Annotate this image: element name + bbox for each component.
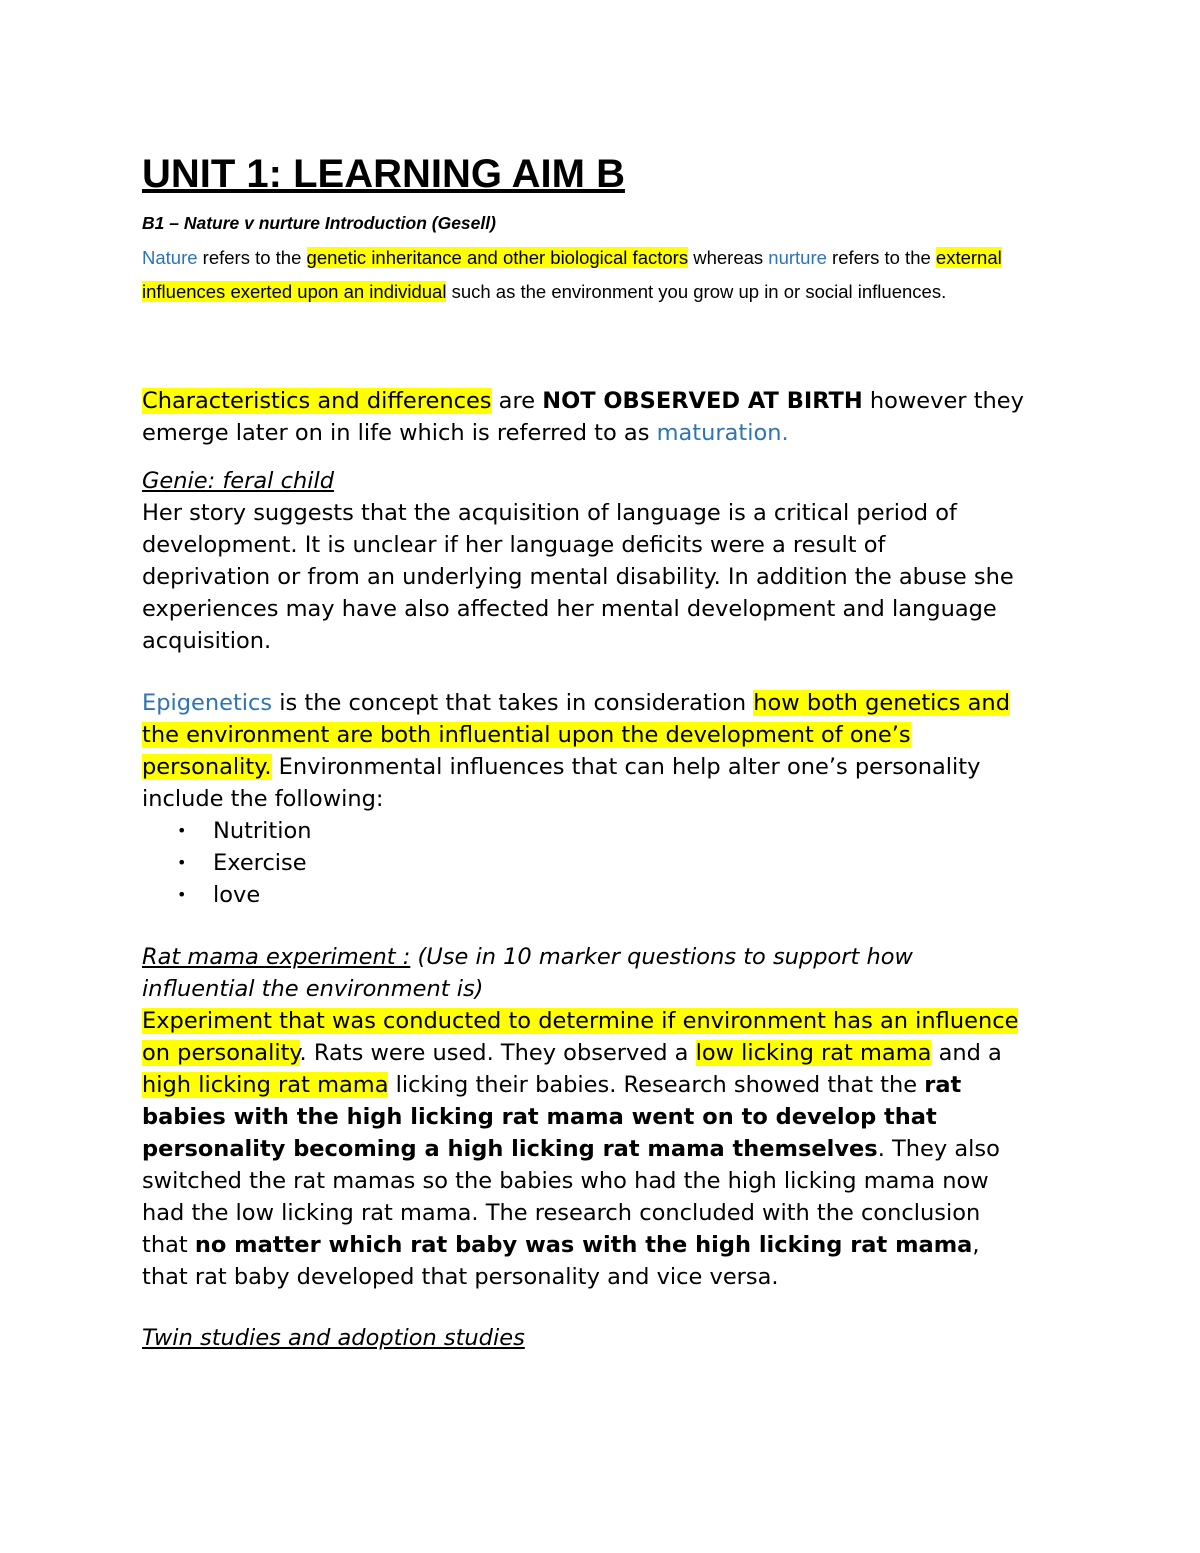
highlight-epigenetics: the environment are both influential upon the development of one’s bbox=[142, 722, 911, 748]
list-item-label: love bbox=[213, 882, 261, 908]
body-text: switched the rat mamas so the babies who had the high licking mama now bbox=[142, 1168, 989, 1194]
genie-line: Her story suggests that the acquisition of language is a critical period of bbox=[142, 500, 957, 526]
intro-text: refers to the bbox=[826, 247, 936, 268]
highlight-epigenetics: personality. bbox=[142, 754, 272, 780]
rat-section bbox=[142, 941, 1077, 1293]
epigenetics-section bbox=[142, 687, 1077, 911]
body-text: , bbox=[972, 1232, 980, 1258]
bold-text: rat bbox=[924, 1072, 962, 1098]
bullet-icon: • bbox=[177, 853, 187, 872]
twin-section bbox=[142, 1322, 1077, 1354]
bold-text: babies with the high licking rat mama went on to develop that bbox=[142, 1104, 937, 1130]
keyword-nurture: nurture bbox=[768, 247, 827, 268]
genie-heading: Genie: feral child bbox=[142, 468, 334, 494]
highlight-high-licking: high licking rat mama bbox=[142, 1072, 389, 1098]
bold-text: personality becoming a high licking rat mama themselves bbox=[142, 1136, 878, 1162]
genie-line: deprivation or from an underlying mental disability. In addition the abuse she bbox=[142, 564, 1014, 590]
bullet-icon: • bbox=[177, 821, 187, 840]
body-text: that bbox=[142, 1232, 195, 1258]
rat-heading: Rat mama experiment : bbox=[142, 944, 411, 970]
genie-line: development. It is unclear if her language deficits were a result of bbox=[142, 532, 886, 558]
body-text: . Rats were used. They observed a bbox=[299, 1040, 696, 1066]
highlight-characteristics: Characteristics and differences bbox=[142, 388, 492, 414]
body-text: is the concept that takes in consideration bbox=[272, 690, 754, 716]
body-text: however they emerge later on in life which is referred to as bbox=[142, 388, 1024, 446]
genie-section bbox=[142, 465, 1077, 657]
genie-line: acquisition. bbox=[142, 628, 272, 654]
genie-line: experiences may have also affected her mental development and language bbox=[142, 596, 997, 622]
body-text: are bbox=[491, 388, 543, 414]
list-item bbox=[142, 847, 1077, 879]
body-text: include the following: bbox=[142, 786, 384, 812]
highlight-epigenetics: how both genetics and bbox=[753, 690, 1010, 716]
highlight-genetic: genetic inheritance and other biological factors bbox=[306, 247, 689, 268]
highlight-experiment: Experiment that was conducted to determine if environment has an influence bbox=[142, 1008, 1019, 1034]
body-text: Environmental influences that can help alter one’s personality bbox=[271, 754, 981, 780]
list-item-label: Exercise bbox=[213, 850, 307, 876]
bold-not-observed: NOT OBSERVED AT BIRTH bbox=[542, 388, 863, 414]
body-text: and a bbox=[931, 1040, 1002, 1066]
twin-heading: Twin studies and adoption studies bbox=[142, 1325, 525, 1351]
list-item-label: Nutrition bbox=[213, 818, 312, 844]
influence-list bbox=[142, 815, 1077, 911]
highlight-external: external influences exerted upon an individual bbox=[142, 247, 1002, 302]
rat-note: influential the environment is) bbox=[142, 976, 484, 1002]
bullet-icon: • bbox=[177, 885, 187, 904]
section-subtitle: B1 – Nature v nurture Introduction (Gesell) bbox=[142, 213, 496, 233]
keyword-nature: Nature bbox=[142, 247, 198, 268]
body-text: licking their babies. Research showed that the bbox=[388, 1072, 925, 1098]
highlight-low-licking: low licking rat mama bbox=[695, 1040, 932, 1066]
rat-note: (Use in 10 marker questions to support how bbox=[410, 944, 913, 970]
intro-text: whereas bbox=[688, 247, 769, 268]
keyword-epigenetics: Epigenetics bbox=[142, 690, 273, 716]
body-text: had the low licking rat mama. The research concluded with the conclusion bbox=[142, 1200, 981, 1226]
body-text: . They also bbox=[877, 1136, 1000, 1162]
characteristics-paragraph bbox=[142, 385, 1077, 449]
keyword-maturation: maturation. bbox=[656, 420, 789, 446]
intro-text: refers to the bbox=[197, 247, 307, 268]
highlight-experiment: on personality bbox=[142, 1040, 300, 1066]
body-text: that rat baby developed that personality and vice versa. bbox=[142, 1264, 779, 1290]
intro-paragraph bbox=[142, 241, 1062, 308]
list-item bbox=[142, 815, 1077, 847]
bold-text: no matter which rat baby was with the high licking rat mama bbox=[194, 1232, 973, 1258]
intro-text: such as the environment you grow up in or social influences. bbox=[446, 280, 947, 302]
list-item bbox=[142, 879, 1077, 911]
page-title: UNIT 1: LEARNING AIM B bbox=[142, 152, 625, 196]
